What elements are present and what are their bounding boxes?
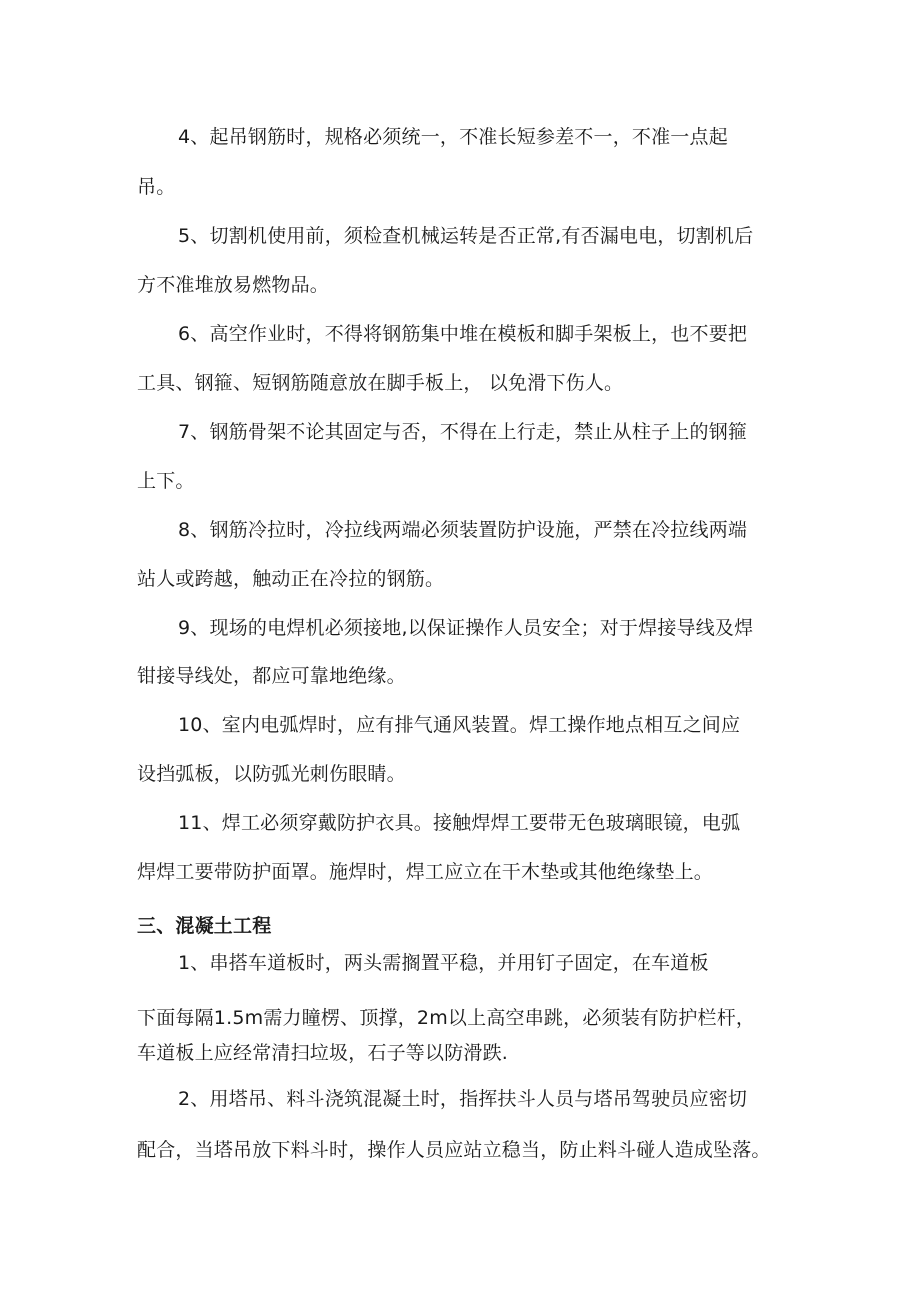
item-5-line-1: 5、切割机使用前，须检查机械运转是否正常,有否漏电电，切割机后 (178, 225, 754, 247)
section-item-2-line-1: 2、用塔吊、料斗浇筑混凝土时，指挥扶斗人员与塔吊驾驶员应密切 (178, 1088, 748, 1110)
section-item-1-line-1: 1、串搭车道板时，两头需搁置平稳，并用钉子固定，在车道板 (178, 952, 709, 974)
item-8-line-2: 站人或跨越，触动正在冷拉的钢筋。 (137, 568, 445, 590)
item-4-line-1: 4、起吊钢筋时，规格必须统一，不准长短参差不一，不准一点起 (178, 126, 728, 148)
item-10-line-2: 设挡弧板，以防弧光刺伤眼睛。 (137, 763, 406, 785)
item-7-line-1: 7、钢筋骨架不论其固定与否，不得在上行走，禁止从柱子上的钢箍 (178, 421, 748, 443)
section-item-2-line-2: 配合，当塔吊放下料斗时，操作人员应站立稳当，防止料斗碰人造成坠落。 (137, 1139, 771, 1161)
item-10-line-1: 10、室内电弧焊时，应有排气通风装置。焊工操作地点相互之间应 (178, 714, 741, 736)
item-8-line-1: 8、钢筋冷拉时，冷拉线两端必须装置防护设施，严禁在冷拉线两端 (178, 519, 748, 541)
section-heading: 三、混凝土工程 (137, 915, 272, 937)
item-6-line-1: 6、高空作业时，不得将钢筋集中堆在模板和脚手架板上，也不要把 (178, 323, 748, 345)
item-7-line-2: 上下。 (137, 470, 195, 492)
item-9-line-1: 9、现场的电焊机必须接地,以保证操作人员安全；对于焊接导线及焊 (178, 617, 754, 639)
section-item-1-line-3: 车道板上应经常清扫垃圾，石子等以防滑跌. (137, 1042, 509, 1064)
item-11-line-1: 11、焊工必须穿戴防护衣具。接触焊焊工要带无色玻璃眼镜，电弧 (178, 812, 741, 834)
item-6-line-2: 工具、钢箍、短钢筋随意放在脚手板上， 以免滑下伤人。 (137, 372, 624, 394)
section-item-1-line-2: 下面每隔1.5m需力瞳楞、顶撑，2m以上高空串跳，必须装有防护栏杆， (137, 1007, 756, 1029)
item-11-line-2: 焊焊工要带防护面罩。施焊时，焊工应立在干木垫或其他绝缘垫上。 (137, 861, 714, 883)
item-4-line-2: 吊。 (137, 176, 176, 198)
item-5-line-2: 方不准堆放易燃物品。 (137, 274, 330, 296)
item-9-line-2: 钳接导线处，都应可靠地绝缘。 (137, 665, 406, 687)
